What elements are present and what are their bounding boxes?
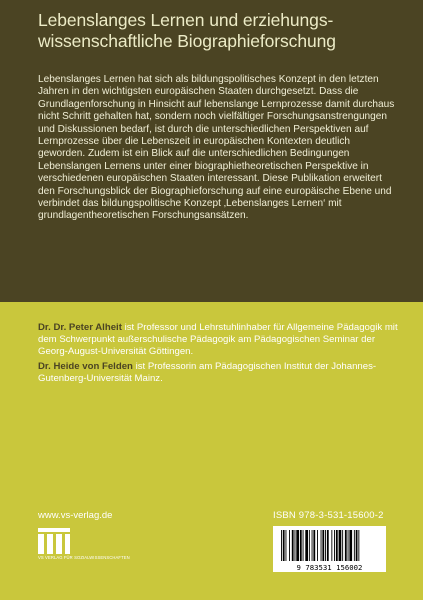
book-description: Lebenslanges Lernen hat sich als bildungspolitisches Konzept in den letzten Jahren in den wichtigsten europäischen Staaten durchgesetzt. Dass die Grundlagenforschung in Hinsicht auf lebenslange Lernprozesse damit durchaus nicht Schritt gehalten hat, sondern noch vielfältiger Forschungsanstrengungen und Diskussionen bedarf, ist durch die unterschiedlichen Perspektiven auf Lernprozesse über die Lebenszeit in europäischen Kontexten deutlich geworden. Zudem ist ein Blick auf die unterschiedlichen Bedingungen Lebenslangen Lernens unter einer biographietheoretischen Perspektive in verschiedenen europäischen Staaten interessant. Diese Publikation erweitert den Forschungsblick der Biographieforschung auf eine europäische Ebene und verbindet das bildungspolitische Konzept ‚Lebenslanges Lernen‘ mit grundlagentheoretischen Forschungsansätzen.: [38, 74, 395, 222]
author-bio-1: [38, 322, 403, 359]
barcode-icon: [273, 526, 386, 563]
isbn-label: ISBN 978-3-531-15600-2: [273, 510, 384, 521]
publisher-website[interactable]: www.vs-verlag.de: [38, 510, 113, 521]
barcode-digits: 9 783531 156002: [296, 563, 363, 572]
author-name: Dr. Heide von Felden: [38, 361, 133, 372]
isbn-barcode: [273, 526, 386, 572]
book-title: Lebenslanges Lernen und erziehungswissenschaftliche Biographieforschung: [38, 10, 336, 51]
vs-logo-icon: [38, 528, 70, 554]
author-description: ist Professor und Lehrstuhlinhaber für Allgemeine Pädagogik mit dem Schwerpunkt außerschulische Pädagogik am Pädagogischen Seminar der Georg-August-Universität Göttingen.: [38, 322, 398, 358]
author-description: ist Professorin am Pädagogischen Institut der Johannes-Gutenberg-Universität Mainz.: [38, 361, 377, 385]
cover-bottom-panel: [0, 302, 423, 600]
author-name: Dr. Dr. Peter Alheit: [38, 322, 122, 333]
publisher-logo-text: VS VERLAG FÜR SOZIALWISSENSCHAFTEN: [38, 555, 130, 560]
author-bio-2: [38, 361, 403, 385]
publisher-logo: [38, 528, 208, 568]
